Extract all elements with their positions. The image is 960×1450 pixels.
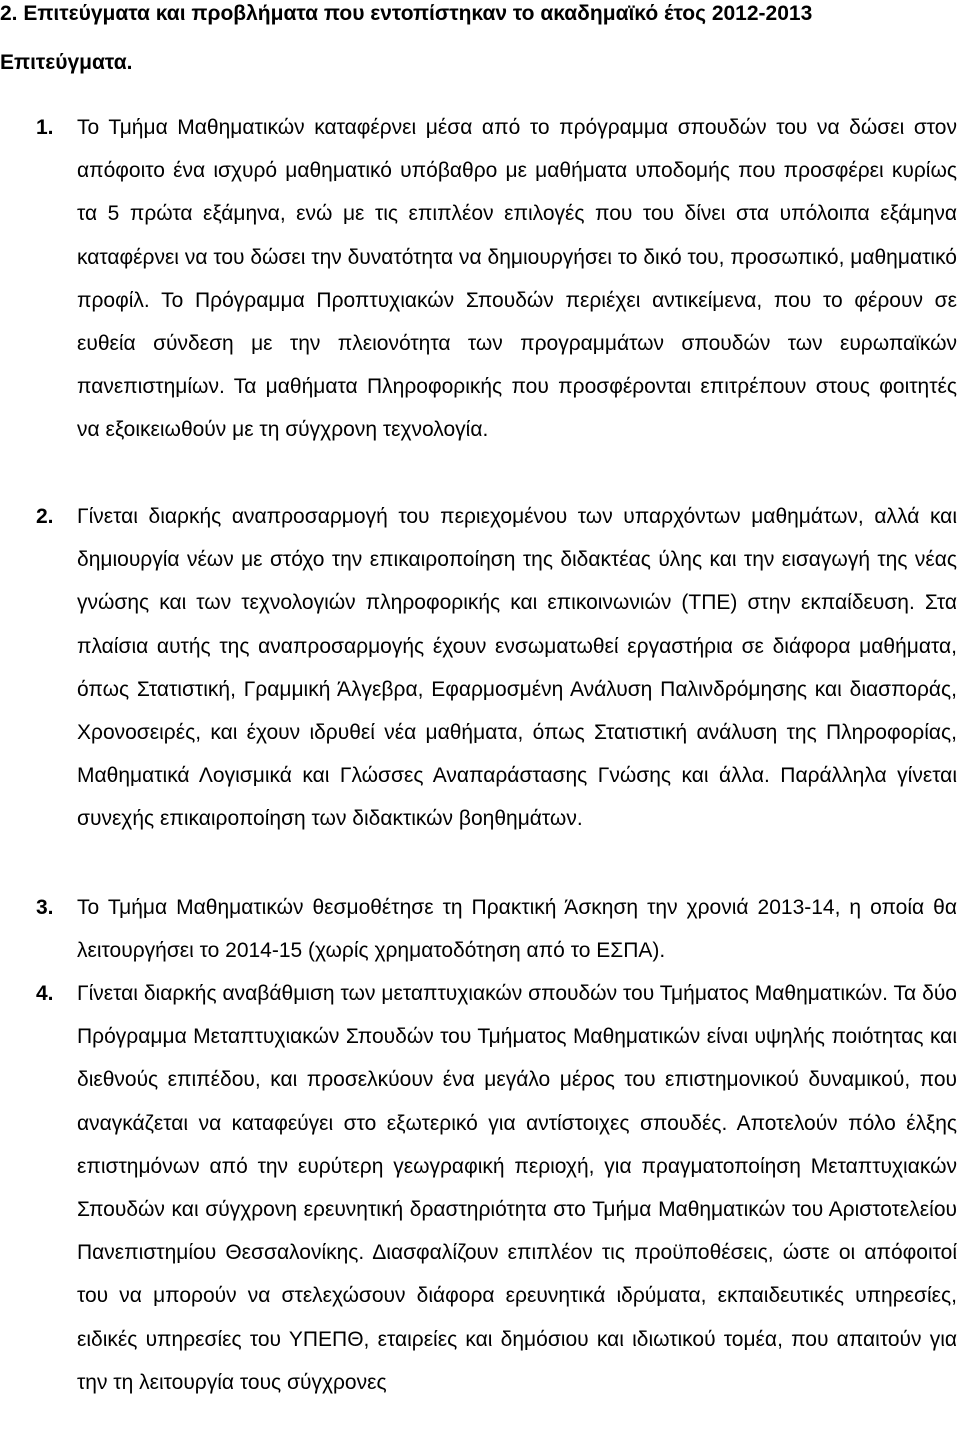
list-item (0, 972, 960, 1404)
list-item-number: 1. (36, 116, 54, 139)
subheading: Επιτεύγματα. (0, 51, 133, 74)
list-item (0, 106, 960, 452)
section-heading: 2. Επιτεύγματα και προβλήματα που εντοπίστηκαν το ακαδημαϊκό έτος 2012-2013 (0, 2, 813, 25)
list-item (0, 495, 960, 841)
list-item-text: Το Τμήμα Μαθηματικών καταφέρνει μέσα από το πρόγραμμα σπουδών του να δώσει στον απόφοιτο ένα ισχυρό μαθηματικό υπόβαθρο με μαθήματα υποδομής που προσφέρει κυρίως τα 5 πρώτα εξάμηνα, ενώ με τις επιπλέον επιλογές που του δίνει στα υπόλοιπα εξάμηνα καταφέρνει να του δώσει την δυνατότητα να δημιουργήσει το δικό του, προσωπικό, μαθηματικό προφίλ. Το Πρόγραμμα Προπτυχιακών Σπουδών περιέχει αντικείμενα, που το φέρουν σε ευθεία σύνδεση με την πλειονότητα των προγραμμάτων σπουδών των ευρωπαϊκών πανεπιστημίων. Τα μαθήματα Πληροφορικής που προσφέρονται επιτρέπουν στους φοιτητές να εξοικειωθούν με τη σύγχρονη τεχνολογία. (77, 116, 957, 442)
list-item (0, 886, 960, 972)
list-item-text: Το Τμήμα Μαθηματικών θεσμοθέτησε τη Πρακτική Άσκηση την χρονιά 2013-14, η οποία θα λειτουργήσει το 2014-15 (χωρίς χρηματοδότηση από το ΕΣΠΑ). (77, 896, 957, 963)
list-item-number: 3. (36, 896, 54, 919)
list-item-number: 2. (36, 505, 54, 528)
list-item-number: 4. (36, 982, 54, 1005)
list-item-text: Γίνεται διαρκής αναβάθμιση των μεταπτυχιακών σπουδών του Τμήματος Μαθηματικών. Τα δύο Πρόγραμμα Μεταπτυχιακών Σπουδών του Τμήματος Μαθηματικών είναι υψηλής ποιότητας και διεθνούς επιπέδου, και προσελκύουν ένα μεγάλο μέρος του επιστημονικού δυναμικού, που αναγκάζεται να καταφεύγει στο εξωτερικό για αντίστοιχες σπουδές. Αποτελούν πόλο έλξης επιστημόνων από την ευρύτερη γεωγραφική περιοχή, για πραγματοποίηση Μεταπτυχιακών Σπουδών και σύγχρονη ερευνητική δραστηριότητα στο Τμήμα Μαθηματικών του Αριστοτελείου Πανεπιστημίου Θεσσαλονίκης. Διασφαλίζουν επιπλέον τις προϋποθέσεις, ώστε οι απόφοιτοί του να μπορούν να στελεχώσουν διάφορα ερευνητικά ιδρύματα, εκπαιδευτικές υπηρεσίες, ειδικές υπηρεσίες του ΥΠΕΠΘ, εταιρείες και δημόσιου και ιδιωτικού τομέα, που απαιτούν για την τη λειτουργία τους σύγχρονες (77, 982, 957, 1394)
list-item-text: Γίνεται διαρκής αναπροσαρμογή του περιεχομένου των υπαρχόντων μαθημάτων, αλλά και δημιουργία νέων με στόχο την επικαιροποίηση της διδακτέας ύλης και την εισαγωγή της νέας γνώσης και των τεχνολογιών πληροφορικής και επικοινωνιών (ΤΠΕ) στην εκπαίδευση. Στα πλαίσια αυτής της αναπροσαρμογής έχουν ενσωματωθεί εργαστήρια σε διάφορα μαθήματα, όπως Στατιστική, Γραμμική Άλγεβρα, Εφαρμοσμένη Ανάλυση Παλινδρόμησης και διασποράς, Χρονοσειρές, και έχουν ιδρυθεί νέα μαθήματα, όπως Στατιστική ανάλυση της Πληροφορίας, Μαθηματικά Λογισμικά και Γλώσσες Αναπαράστασης Γνώσης και άλλα. Παράλληλα γίνεται συνεχής επικαιροποίηση των διδακτικών βοηθημάτων. (77, 505, 957, 831)
